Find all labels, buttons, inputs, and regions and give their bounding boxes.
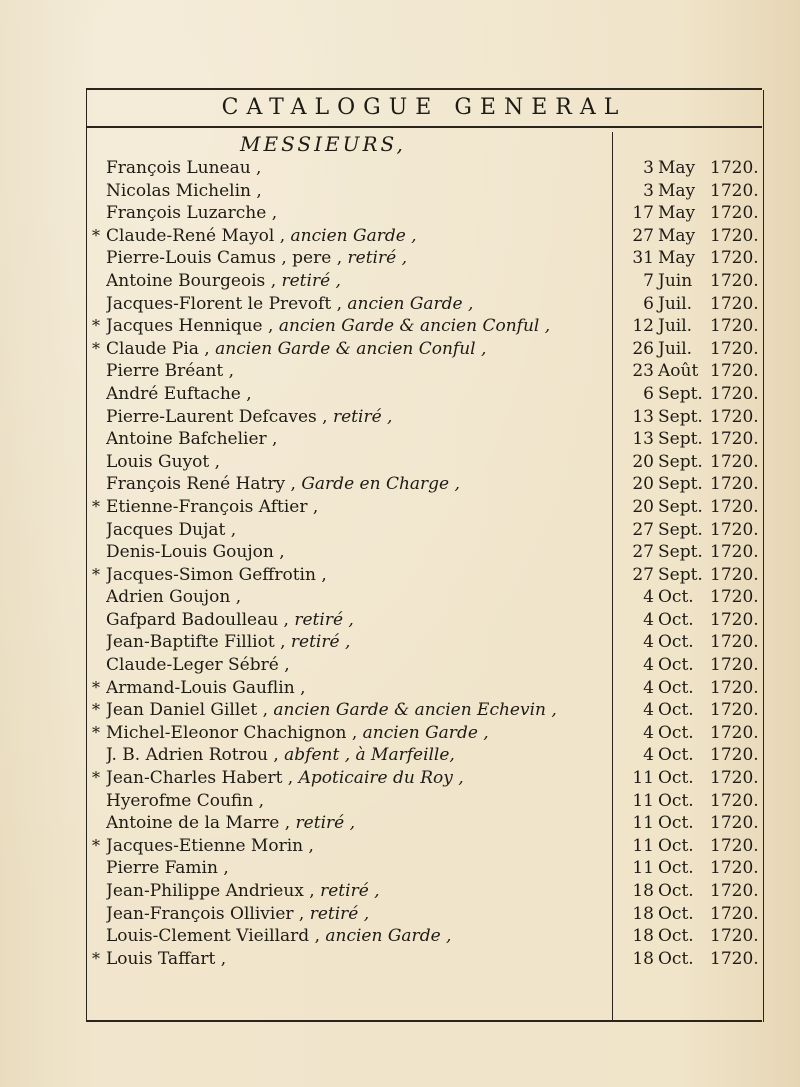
date-day: 13: [632, 429, 654, 450]
list-item: [86, 722, 762, 745]
date-year: 1720.: [710, 655, 759, 676]
date-year: 1720.: [710, 835, 759, 856]
member-entry: [106, 925, 694, 948]
member-name: Antoine de la Marre ,: [106, 813, 296, 834]
list-item: [86, 247, 762, 270]
date-month: Sept.: [658, 406, 703, 427]
date-month: Oct.: [658, 903, 694, 924]
admission-date: [614, 564, 762, 587]
list-item: [86, 383, 762, 406]
date-year: 1720.: [710, 632, 759, 653]
list-item: [86, 903, 762, 926]
admission-date: [614, 631, 762, 654]
date-month: Juil.: [658, 316, 693, 337]
date-month: Oct.: [658, 881, 694, 901]
member-name: Armand-Louis Gauflin ,: [106, 677, 306, 698]
member-entry: [106, 812, 694, 835]
list-item: [86, 270, 762, 293]
admission-date: [614, 948, 762, 971]
date-month: Oct.: [658, 813, 694, 834]
date-year: 1720.: [710, 790, 759, 811]
member-role: retiré ,: [347, 248, 407, 269]
section-heading: MESSIEURS,: [240, 132, 406, 156]
member-entry: [106, 835, 694, 858]
date-day: 20: [632, 496, 654, 517]
date-day: 6: [643, 383, 654, 404]
member-role: ancien Garde ,: [290, 225, 417, 246]
date-month: Oct.: [658, 632, 694, 653]
date-year: 1720.: [710, 722, 759, 743]
list-item: [86, 180, 762, 203]
member-entry: [106, 225, 694, 248]
member-role: retiré ,: [295, 813, 355, 834]
admission-date: [614, 722, 762, 745]
date-day: 13: [632, 406, 654, 427]
date-year: 1720.: [710, 609, 759, 630]
list-item: [86, 699, 762, 722]
member-name: Hyerofme Coufin ,: [106, 790, 265, 811]
date-year: 1720.: [710, 564, 759, 585]
list-item: [86, 406, 762, 429]
member-name: Jacques-Simon Geffrotin ,: [106, 564, 327, 585]
member-entry: [106, 857, 694, 880]
date-year: 1720.: [710, 858, 759, 879]
asterisk-mark: *: [92, 677, 100, 697]
date-month: Oct.: [658, 948, 694, 969]
date-year: 1720.: [710, 926, 759, 947]
bottom-rule: [86, 1020, 762, 1022]
date-day: 11: [632, 813, 654, 834]
member-name: Jacques Hennique ,: [106, 316, 279, 337]
date-year: 1720.: [710, 587, 759, 608]
date-month: May: [658, 203, 696, 224]
member-entry: [106, 790, 694, 813]
member-name: Jean Daniel Gillet ,: [106, 700, 274, 721]
admission-date: [614, 225, 762, 248]
date-year: 1720.: [710, 903, 759, 924]
date-month: Sept.: [658, 564, 703, 585]
date-year: 1720.: [710, 451, 759, 472]
member-name: Pierre-Louis Camus , pere ,: [106, 248, 348, 269]
admission-date: [614, 247, 762, 270]
member-name: Louis Guyot ,: [106, 451, 221, 472]
date-month: Oct.: [658, 700, 694, 721]
admission-date: [614, 699, 762, 722]
date-year: 1720.: [710, 338, 759, 359]
page-title: CATALOGUE GENERAL: [221, 95, 627, 120]
list-item: [86, 564, 762, 587]
date-year: 1720.: [710, 180, 759, 201]
date-day: 31: [632, 248, 654, 269]
member-entry: [106, 677, 694, 700]
list-item: [86, 360, 762, 383]
member-name: Antoine Bafchelier ,: [106, 429, 278, 450]
member-entry: [106, 451, 694, 474]
list-item: [86, 157, 762, 180]
member-entry: [106, 722, 694, 745]
asterisk-mark: *: [92, 948, 100, 968]
date-year: 1720.: [710, 948, 759, 969]
list-item: [86, 293, 762, 316]
admission-date: [614, 857, 762, 880]
date-month: May: [658, 225, 696, 246]
member-role: retiré ,: [281, 270, 341, 291]
admission-date: [614, 157, 762, 180]
member-role: ancien Garde ,: [347, 293, 474, 314]
list-item: [86, 202, 762, 225]
date-day: 4: [643, 677, 654, 698]
member-entry: [106, 428, 694, 451]
list-item: [86, 541, 762, 564]
member-entry: [106, 270, 694, 293]
admission-date: [614, 586, 762, 609]
member-name: François Luzarche ,: [106, 203, 278, 224]
member-name: Claude-Leger Sébré ,: [106, 655, 290, 676]
admission-date: [614, 293, 762, 316]
date-year: 1720.: [710, 293, 759, 314]
member-entry: [106, 767, 694, 790]
list-item: [86, 315, 762, 338]
admission-date: [614, 677, 762, 700]
list-item: [86, 835, 762, 858]
date-month: Oct.: [658, 677, 694, 698]
member-entry: [106, 315, 694, 338]
member-role: ancien Garde & ancien Echevin ,: [273, 700, 557, 721]
date-month: Juil.: [658, 338, 693, 359]
asterisk-mark: *: [92, 700, 100, 720]
date-year: 1720.: [710, 270, 759, 291]
list-item: [86, 519, 762, 542]
member-role: retiré ,: [294, 609, 354, 630]
date-month: Oct.: [658, 609, 694, 630]
member-name: Louis-Clement Vieillard ,: [106, 926, 326, 947]
date-year: 1720.: [710, 700, 759, 721]
list-item: [86, 744, 762, 767]
member-name: Antoine Bourgeois ,: [106, 270, 282, 291]
date-month: Sept.: [658, 496, 703, 517]
date-day: 20: [632, 474, 654, 495]
date-month: Juin: [658, 270, 693, 291]
member-entry: [106, 519, 694, 542]
admission-date: [614, 315, 762, 338]
member-name: Adrien Goujon ,: [106, 587, 242, 608]
admission-date: [614, 360, 762, 383]
date-day: 27: [632, 542, 654, 563]
date-month: Sept.: [658, 429, 703, 450]
date-year: 1720.: [710, 813, 759, 834]
date-day: 3: [643, 158, 654, 178]
asterisk-mark: *: [92, 225, 100, 245]
member-name: Claude Pia ,: [106, 338, 216, 359]
date-year: 1720.: [710, 248, 759, 269]
admission-date: [614, 835, 762, 858]
date-year: 1720.: [710, 361, 759, 382]
member-entry: [106, 948, 694, 971]
list-item: [86, 654, 762, 677]
date-day: 4: [643, 632, 654, 653]
date-year: 1720.: [710, 474, 759, 495]
member-entry: [106, 202, 694, 225]
date-day: 4: [643, 700, 654, 721]
admission-date: [614, 767, 762, 790]
date-month: May: [658, 158, 696, 178]
admission-date: [614, 925, 762, 948]
member-entry: [106, 293, 694, 316]
admission-date: [614, 609, 762, 632]
date-day: 3: [643, 180, 654, 201]
date-month: Oct.: [658, 655, 694, 676]
date-month: Août: [658, 361, 699, 382]
date-month: Juil.: [658, 293, 693, 314]
date-day: 18: [632, 926, 654, 947]
date-year: 1720.: [710, 225, 759, 246]
member-role: ancien Garde ,: [325, 926, 452, 947]
admission-date: [614, 451, 762, 474]
admission-date: [614, 880, 762, 903]
date-month: Oct.: [658, 722, 694, 743]
date-day: 11: [632, 858, 654, 879]
date-day: 4: [643, 609, 654, 630]
asterisk-mark: *: [92, 835, 100, 855]
member-entry: [106, 360, 694, 383]
date-day: 20: [632, 451, 654, 472]
member-list: [86, 157, 762, 970]
date-month: Oct.: [658, 835, 694, 856]
member-name: Jacques-Florent le Prevoft ,: [106, 293, 348, 314]
member-name: Michel-Eleonor Chachignon ,: [106, 722, 363, 743]
list-item: [86, 451, 762, 474]
date-month: Sept.: [658, 474, 703, 495]
admission-date: [614, 428, 762, 451]
member-entry: [106, 406, 694, 429]
admission-date: [614, 541, 762, 564]
date-year: 1720.: [710, 203, 759, 224]
date-day: 4: [643, 745, 654, 766]
date-month: Oct.: [658, 790, 694, 811]
date-month: Sept.: [658, 542, 703, 563]
member-entry: [106, 338, 694, 361]
date-day: 4: [643, 655, 654, 676]
member-entry: [106, 541, 694, 564]
member-name: Denis-Louis Goujon ,: [106, 542, 285, 563]
member-name: Etienne-François Aftier ,: [106, 496, 319, 517]
admission-date: [614, 654, 762, 677]
member-name: Pierre Famin ,: [106, 858, 229, 879]
date-year: 1720.: [710, 677, 759, 698]
member-entry: [106, 880, 694, 903]
date-month: Oct.: [658, 587, 694, 608]
list-item: [86, 225, 762, 248]
member-role: Garde en Charge ,: [301, 474, 460, 495]
member-entry: [106, 383, 694, 406]
date-month: Oct.: [658, 745, 694, 766]
header-rule: [86, 126, 762, 128]
asterisk-mark: *: [92, 564, 100, 584]
date-day: 11: [632, 768, 654, 789]
member-name: Jean-Charles Habert ,: [106, 768, 299, 789]
asterisk-mark: *: [92, 768, 100, 788]
member-entry: [106, 744, 694, 767]
member-role: retiré ,: [309, 903, 370, 924]
member-entry: [106, 473, 694, 496]
admission-date: [614, 903, 762, 926]
date-day: 18: [632, 903, 654, 924]
admission-date: [614, 270, 762, 293]
date-day: 12: [632, 316, 654, 337]
date-day: 23: [632, 361, 654, 382]
admission-date: [614, 180, 762, 203]
admission-date: [614, 496, 762, 519]
list-item: [86, 496, 762, 519]
list-item: [86, 767, 762, 790]
date-month: Oct.: [658, 858, 694, 879]
member-role: ancien Garde & ancien Conful ,: [215, 338, 487, 359]
date-year: 1720.: [710, 158, 759, 178]
member-role: ancien Garde & ancien Conful ,: [278, 316, 551, 337]
admission-date: [614, 744, 762, 767]
member-role: Apoticaire du Roy ,: [298, 768, 464, 789]
list-item: [86, 677, 762, 700]
member-entry: [106, 631, 694, 654]
member-role: retiré ,: [332, 406, 393, 427]
date-day: 4: [643, 587, 654, 608]
date-year: 1720.: [710, 519, 759, 540]
date-day: 27: [632, 225, 654, 246]
date-day: 6: [643, 293, 654, 314]
list-item: [86, 812, 762, 835]
member-entry: [106, 496, 694, 519]
date-month: Sept.: [658, 519, 703, 540]
date-month: Sept.: [658, 383, 703, 404]
member-entry: [106, 247, 694, 270]
date-day: 11: [632, 835, 654, 856]
asterisk-mark: *: [92, 338, 100, 358]
list-item: [86, 631, 762, 654]
date-day: 18: [632, 881, 654, 901]
list-item: [86, 948, 762, 971]
admission-date: [614, 383, 762, 406]
member-name: Jacques-Etienne Morin ,: [106, 835, 314, 856]
date-day: 27: [632, 564, 654, 585]
member-name: Nicolas Michelin ,: [106, 180, 262, 201]
admission-date: [614, 519, 762, 542]
date-year: 1720.: [710, 383, 759, 404]
member-role: abfent , à Marfeille,: [284, 745, 455, 766]
member-name: J. B. Adrien Rotrou ,: [106, 745, 285, 766]
date-month: May: [658, 248, 696, 269]
date-year: 1720.: [710, 406, 759, 427]
member-name: François René Hatry ,: [106, 474, 302, 495]
list-item: [86, 586, 762, 609]
date-year: 1720.: [710, 316, 759, 337]
member-name: Jean-Baptifte Filliot ,: [106, 632, 291, 653]
member-name: Pierre-Laurent Defcaves ,: [106, 406, 333, 427]
date-year: 1720.: [710, 768, 759, 789]
date-month: Oct.: [658, 768, 694, 789]
list-item: [86, 338, 762, 361]
list-item: [86, 609, 762, 632]
date-year: 1720.: [710, 542, 759, 563]
list-item: [86, 428, 762, 451]
list-item: [86, 857, 762, 880]
date-year: 1720.: [710, 429, 759, 450]
date-day: 7: [643, 270, 654, 291]
admission-date: [614, 473, 762, 496]
date-month: Sept.: [658, 451, 703, 472]
list-item: [86, 790, 762, 813]
date-year: 1720.: [710, 881, 759, 901]
member-name: Jean-Philippe Andrieux ,: [106, 881, 321, 901]
list-item: [86, 473, 762, 496]
asterisk-mark: *: [92, 316, 100, 336]
member-name: Claude-René Mayol ,: [106, 225, 291, 246]
member-role: retiré ,: [290, 632, 351, 653]
admission-date: [614, 338, 762, 361]
member-name: André Euftache ,: [106, 383, 252, 404]
date-month: May: [658, 180, 696, 201]
date-day: 4: [643, 722, 654, 743]
member-entry: [106, 699, 694, 722]
member-name: Jacques Dujat ,: [106, 519, 237, 540]
member-name: Jean-François Ollivier ,: [106, 903, 310, 924]
member-entry: [106, 564, 694, 587]
member-entry: [106, 157, 694, 180]
admission-date: [614, 812, 762, 835]
list-item: [86, 925, 762, 948]
list-item: [86, 880, 762, 903]
date-year: 1720.: [710, 496, 759, 517]
asterisk-mark: *: [92, 496, 100, 516]
member-entry: [106, 609, 694, 632]
member-entry: [106, 586, 694, 609]
date-day: 11: [632, 790, 654, 811]
member-name: Gafpard Badoulleau ,: [106, 609, 295, 630]
member-entry: [106, 654, 694, 677]
date-day: 27: [632, 519, 654, 540]
admission-date: [614, 202, 762, 225]
admission-date: [614, 790, 762, 813]
date-day: 17: [632, 203, 654, 224]
member-role: ancien Garde ,: [362, 722, 489, 743]
member-name: Pierre Bréant ,: [106, 361, 235, 382]
member-name: Louis Taffart ,: [106, 948, 227, 969]
member-entry: [106, 180, 694, 203]
date-day: 18: [632, 948, 654, 969]
member-name: François Luneau ,: [106, 158, 262, 178]
asterisk-mark: *: [92, 722, 100, 742]
admission-date: [614, 406, 762, 429]
member-entry: [106, 903, 694, 926]
date-year: 1720.: [710, 745, 759, 766]
date-month: Oct.: [658, 926, 694, 947]
date-day: 26: [632, 338, 654, 359]
member-role: retiré ,: [320, 881, 380, 901]
